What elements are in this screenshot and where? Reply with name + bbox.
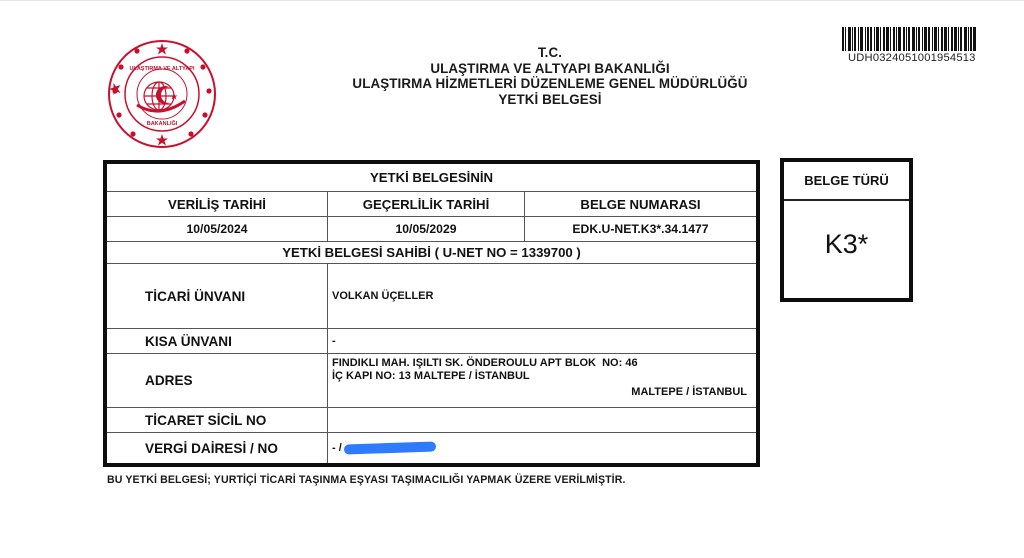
column-header-row <box>107 192 756 217</box>
tax-office-value <box>328 433 756 463</box>
address-line-1: FINDIKLI MAH. IŞILTI SK. ÖNDEROULU APT BLOK NO: 46 <box>332 357 638 369</box>
date-values-row <box>107 217 756 242</box>
header-ministry: ULAŞTIRMA VE ALTYAPI BAKANLIĞI <box>430 60 670 76</box>
svg-text:ULAŞTIRMA VE ALTYAPI: ULAŞTIRMA VE ALTYAPI <box>129 66 195 72</box>
tax-office-label: VERGİ DAİRESİ / NO <box>107 433 328 463</box>
holder-title-row <box>107 242 756 264</box>
svg-text:BAKANLIĞI: BAKANLIĞI <box>146 121 178 127</box>
header-tc: T.C. <box>537 45 563 60</box>
barcode-icon <box>842 27 1002 51</box>
field-row-tax-office <box>107 433 756 463</box>
field-row-trade-registry <box>107 408 756 433</box>
address-value <box>328 354 756 407</box>
column-header-document-number: BELGE NUMARASI <box>580 196 701 212</box>
document-type-label: BELGE TÜRÜ <box>784 162 909 201</box>
short-name-value: - <box>332 335 336 347</box>
document-number-value: EDK.U-NET.K3*.34.1477 <box>572 222 709 236</box>
field-row-trade-name <box>107 264 756 329</box>
section-title-row <box>107 164 756 192</box>
address-city: MALTEPE / İSTANBUL <box>631 386 747 398</box>
document-type-box <box>780 158 913 302</box>
section-title: YETKİ BELGESİNİN <box>369 170 494 185</box>
header-document-title: YETKİ BELGESİ <box>498 91 602 107</box>
address-line-2: İÇ KAPI NO: 13 MALTEPE / İSTANBUL <box>332 369 530 382</box>
header-directorate: ULAŞTIRMA HİZMETLERİ DÜZENLEME GENEL MÜDÜRLÜĞÜ <box>352 76 748 91</box>
tax-office-prefix: - / <box>332 442 342 454</box>
validity-date-value: 10/05/2029 <box>328 217 525 241</box>
document-type-value: K3* <box>824 229 869 259</box>
column-header-issue-date: VERİLİŞ TARİHİ <box>107 192 328 216</box>
trade-registry-value <box>328 408 756 432</box>
ministry-seal-icon <box>107 39 217 149</box>
redaction-mark <box>344 441 436 454</box>
trade-registry-label: TİCARET SİCİL NO <box>107 408 328 432</box>
trade-name-value: VOLKAN ÜÇELLER <box>332 290 434 302</box>
short-name-label: KISA ÜNVANI <box>107 329 328 353</box>
issue-date-value: 10/05/2024 <box>107 217 328 241</box>
column-header-validity-date: GEÇERLİLİK TARİHİ <box>328 192 525 216</box>
field-row-short-name <box>107 329 756 354</box>
certificate-table <box>103 160 760 467</box>
barcode-number: UDH0324051001954513 <box>848 52 976 64</box>
document-header <box>320 45 780 107</box>
field-row-address <box>107 354 756 408</box>
trade-name-label: TİCARİ ÜNVANI <box>107 264 328 328</box>
address-label: ADRES <box>107 354 328 407</box>
footer-note: BU YETKİ BELGESİ; YURTİÇİ TİCARİ TAŞINMA EŞYASI TAŞIMACILIĞI YAPMAK ÜZERE VERİLMİŞTİR. <box>107 474 626 486</box>
holder-title: YETKİ BELGESİ SAHİBİ ( U-NET NO = 1339700 ) <box>282 245 581 260</box>
